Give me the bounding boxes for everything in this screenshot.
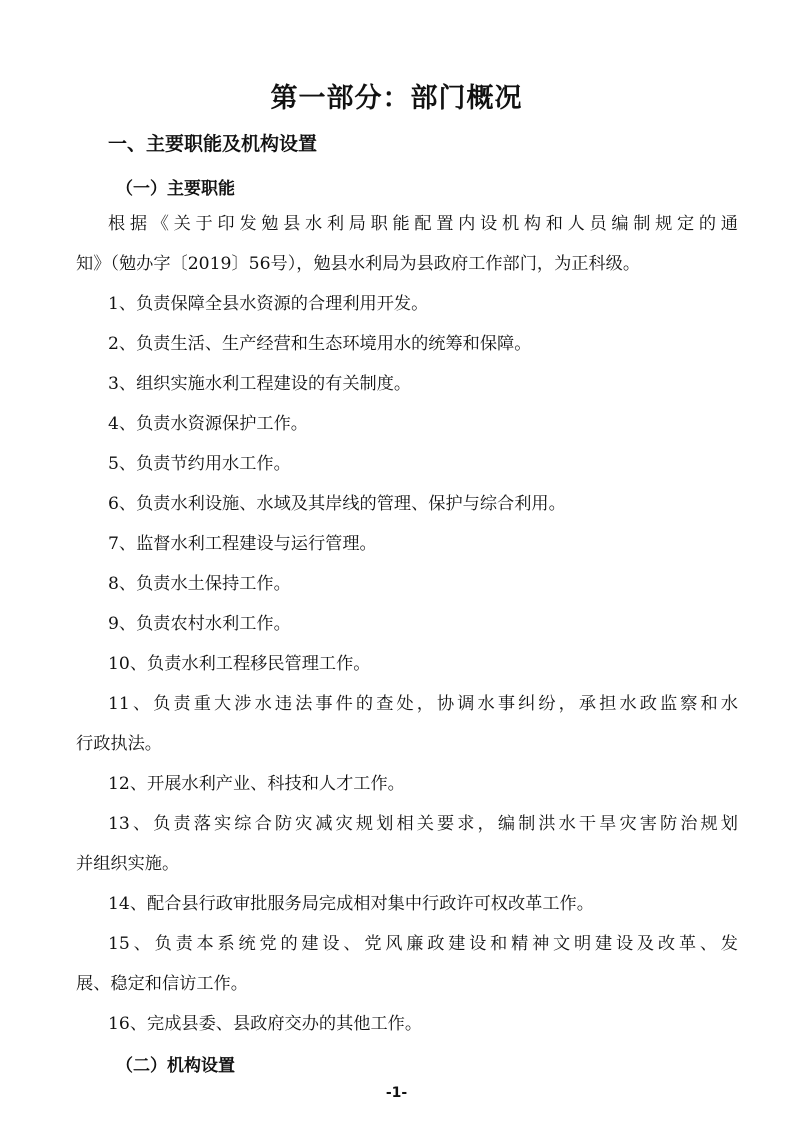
page-number: -1- — [385, 1085, 408, 1101]
intro-paragraph-line-1: 根据《关于印发勉县水利局职能配置内设机构和人员编制规定的通 — [108, 214, 738, 234]
intro-paragraph-line-2: 知》（勉办字〔2019〕56号），勉县水利局为县政府工作部门，为正科级。 — [76, 254, 641, 274]
page-title: 第一部分：部门概况 — [270, 83, 523, 114]
list-item: 2、负责生活、生产经营和生态环境用水的统筹和保障。 — [108, 334, 532, 354]
list-item-continuation: 展、稳定和信访工作。 — [76, 974, 248, 994]
list-item: 12、开展水利产业、科技和人才工作。 — [108, 774, 405, 794]
list-item: 4、负责水资源保护工作。 — [108, 414, 308, 434]
list-item: 3、组织实施水利工程建设的有关制度。 — [108, 374, 412, 394]
list-item: 9、负责农村水利工作。 — [108, 614, 291, 634]
subsection-heading: （一）主要职能 — [116, 179, 235, 199]
list-item: 14、配合县行政审批服务局完成相对集中行政许可权改革工作。 — [108, 894, 594, 914]
section-heading: 一、主要职能及机构设置 — [108, 133, 318, 155]
list-item: 11、负责重大涉水违法事件的查处，协调水事纠纷，承担水政监察和水 — [108, 694, 738, 714]
list-item: 5、负责节约用水工作。 — [108, 454, 291, 474]
list-item: 16、完成县委、县政府交办的其他工作。 — [108, 1014, 423, 1034]
list-item: 7、监督水利工程建设与运行管理。 — [108, 534, 377, 554]
list-item: 13、负责落实综合防灾减灾规划相关要求，编制洪水干旱灾害防治规划 — [108, 814, 738, 834]
list-item: 15、负责本系统党的建设、党风廉政建设和精神文明建设及改革、发 — [108, 934, 738, 954]
list-item: 1、负责保障全县水资源的合理利用开发。 — [108, 294, 429, 314]
list-item: 8、负责水土保持工作。 — [108, 574, 291, 594]
list-item: 6、负责水利设施、水域及其岸线的管理、保护与综合利用。 — [108, 494, 566, 514]
subsection-heading: （二）机构设置 — [116, 1056, 235, 1076]
list-item: 10、负责水利工程移民管理工作。 — [108, 654, 371, 674]
list-item-continuation: 行政执法。 — [76, 734, 162, 754]
list-item-continuation: 并组织实施。 — [76, 854, 180, 874]
